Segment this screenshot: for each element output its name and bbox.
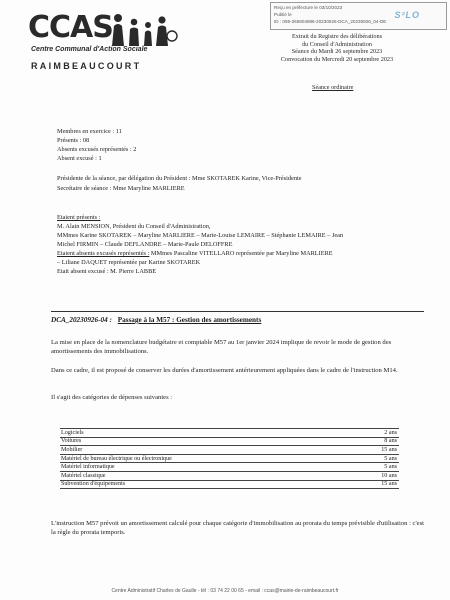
header-line: du Conseil d'Administration [302, 40, 372, 48]
presents-line: M. Alain MENSION, Président du Conseil d'Administration, [57, 223, 211, 230]
duration-cell: 10 ans [351, 471, 399, 480]
category-cell: Matériel informatique [60, 463, 351, 472]
absents-represented-line [57, 250, 333, 258]
stamp-id: ID : 059-265904896-20230926-DCA_20230926_04-DE [274, 18, 387, 24]
category-cell: Voitures [60, 437, 351, 446]
absent-count: Absent excusé : 1 [57, 155, 102, 162]
duration-cell: 2 ans [351, 429, 399, 438]
logo-wordmark: CCAS [28, 10, 113, 45]
presents-label: Etaient présents : [57, 214, 101, 221]
deliberation-code: DCA_20230926-04 : [51, 316, 112, 324]
category-cell: Matériel classique [60, 471, 351, 480]
header-line: Extrait du Registre des délibérations [291, 33, 383, 40]
table-row [60, 437, 399, 446]
represented-count: Absents excusés représentés : 2 [57, 146, 137, 153]
presents-line: Michel FIRMIN – Claude DEFLANDRE – Marie-Paule DELOFFRE [57, 241, 233, 248]
category-cell: Logiciels [60, 429, 351, 438]
category-cell: Subvention d'équipements [60, 480, 351, 489]
absents-label: Etaient absents excusés représentés : [57, 250, 150, 257]
header-line: Séance du Mardi 26 septembre 2023 [291, 48, 383, 56]
paragraph: La mise en place de la nomenclature budgétaire et comptable M57 au 1er janvier 2024 implique de revoir le mode de gestion des amortissements des immobilisations. [51, 339, 392, 355]
members-count: Membres en exercice : 11 [57, 128, 122, 135]
table-row [60, 429, 399, 438]
table-row [60, 463, 399, 472]
logo-town: RAIMBEAUCOURT [31, 61, 142, 71]
family-figures-icon [108, 12, 178, 46]
present-count: Présents : 08 [57, 137, 90, 144]
table-row [60, 471, 399, 480]
absents-text: MMmes Pascaline VITELLARO représentée par Maryline MARLIERE [149, 250, 333, 257]
section-heading [51, 311, 424, 324]
duration-cell: 15 ans [351, 446, 399, 455]
stamp-published: Publié le [274, 11, 292, 17]
paragraph: Dans ce cadre, il est proposé de conserver les durées d'amortissement antérieurement appliquées dans le cadre de l'instruction M14. [51, 367, 398, 374]
paragraph: L'instruction M57 prévoit un amortissement calculé pour chaque catégorie d'immobilisation au prorata du temps prévisible d'utilisation : c'est la règle du prorata temporis. [51, 520, 424, 536]
deliberation-header [262, 33, 412, 63]
presents-line: – Liliane DAQUET représentée par Karine SKOTAREK [57, 259, 201, 266]
duration-cell: 5 ans [351, 454, 399, 463]
deliberation-title: Passage à la M57 : Gestion des amortissements [117, 316, 262, 324]
table-row [60, 446, 399, 455]
category-cell: Mobilier [60, 446, 351, 455]
header-line: Convocation du Mercredi 20 septembre 2023 [280, 55, 394, 63]
prefecture-stamp [270, 2, 447, 30]
session-secretary: Secrétaire de séance : Mme Maryline MARLIERE [57, 185, 185, 192]
session-chair: Présidente de la séance, par délégation du Président : Mme SKOTAREK Karine, Vice-Présidente [57, 175, 302, 182]
logo-subtitle: Centre Communal d'Action Sociale [31, 46, 148, 53]
table-row [60, 480, 399, 489]
table-row [60, 454, 399, 463]
stamp-received: Reçu en préfecture le 03/10/2023 [274, 5, 343, 10]
duration-cell: 5 ans [351, 463, 399, 472]
ccas-logo [28, 10, 178, 72]
category-cell: Matériel de bureau électrique ou électronique [60, 454, 351, 463]
slo-logo: S²LO [394, 10, 420, 20]
page-footer: Centre Administratif Charles de Gaulle - tél : 03 74 22 00 65 - email : ccas@mairie-de-raimbeaucourt.fr [111, 588, 339, 594]
duration-cell: 15 ans [351, 480, 399, 489]
paragraph: Il s'agit des catégories de dépenses suivantes : [51, 394, 173, 401]
presents-line: MMmes Karine SKOTAREK – Maryline MARLIERE – Marie-Louise LEMAIRE – Stéphanie LEMAIRE – Jean [57, 232, 344, 239]
session-type: Séance ordinaire [312, 84, 354, 91]
duration-cell: 8 ans [351, 437, 399, 446]
absent-excused-line: Etait absent excusé : M. Pierre LABBE [57, 268, 157, 275]
amortization-table [60, 428, 399, 489]
